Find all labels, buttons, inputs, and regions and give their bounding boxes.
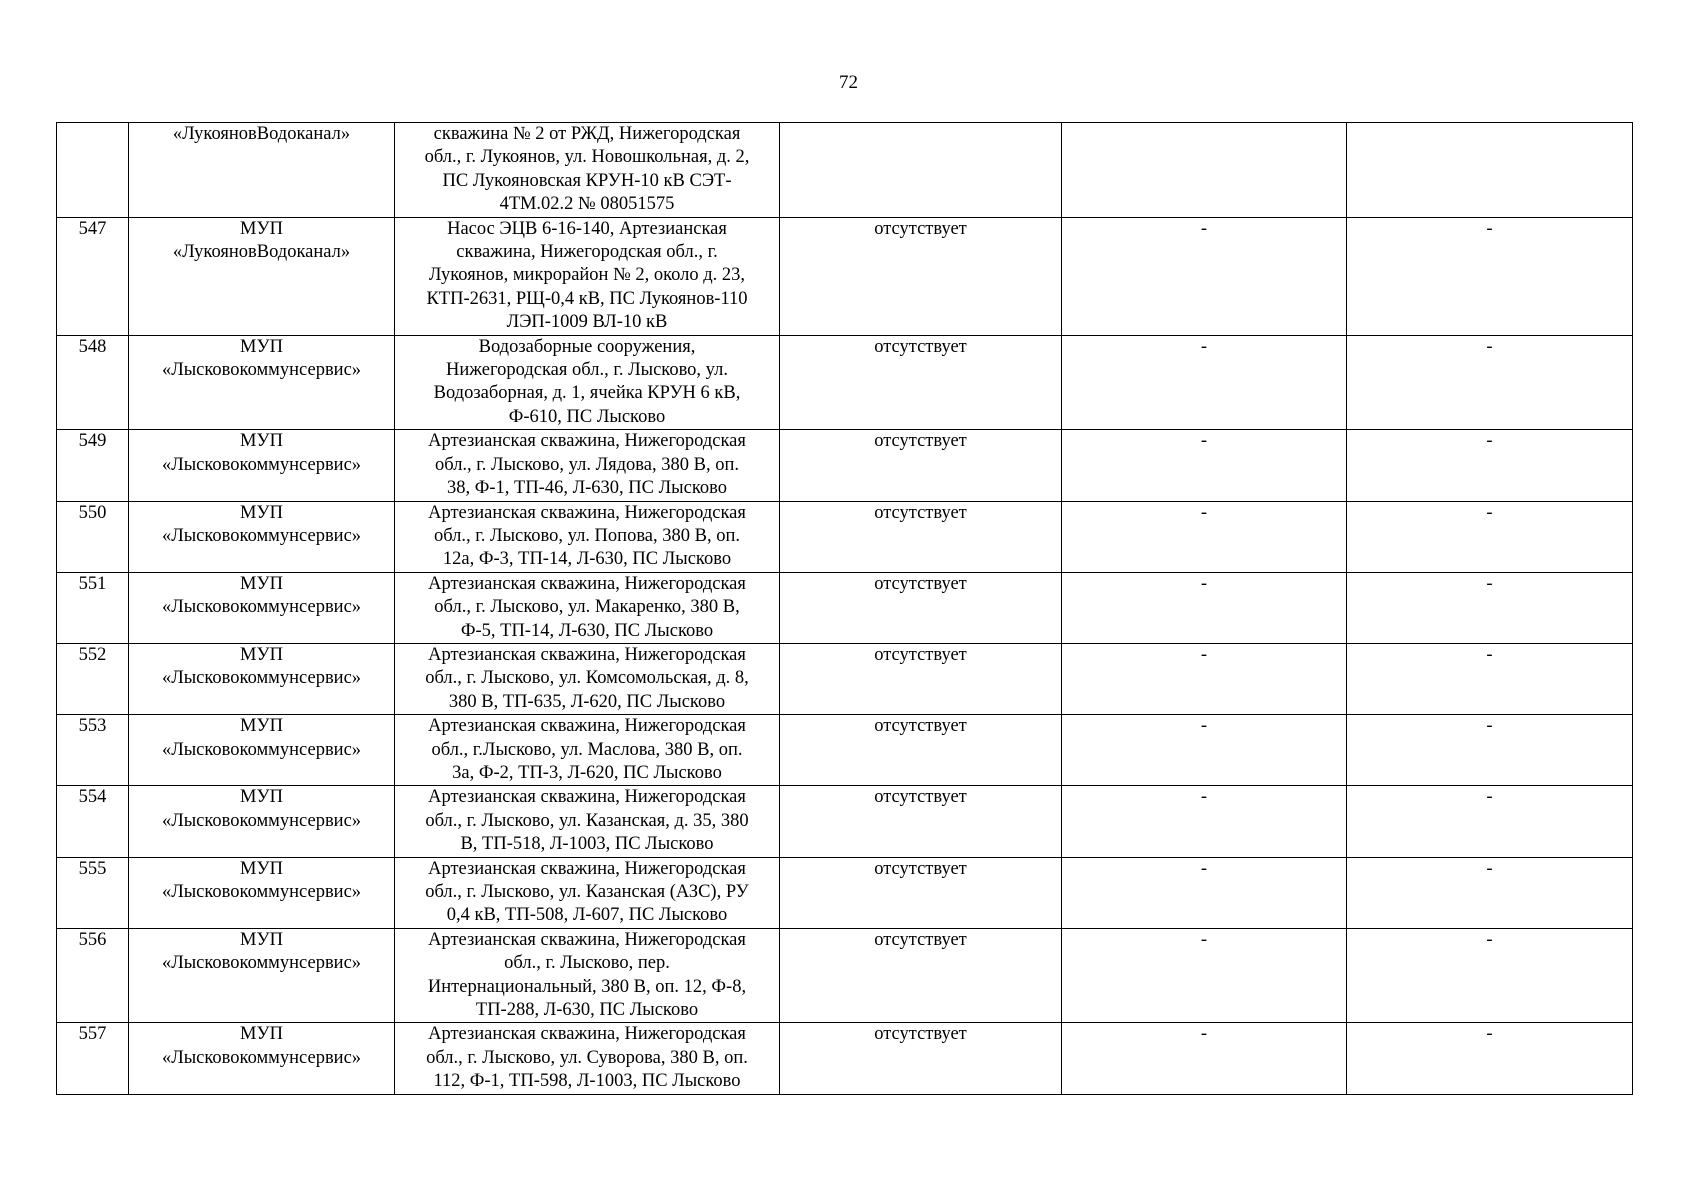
column-6-cell: - xyxy=(1347,715,1633,786)
object-cell-line: обл., г. Лысково, ул. Казанская (АЗС), РУ xyxy=(425,882,749,902)
row-number-cell: 550 xyxy=(57,501,129,572)
column-5-cell: - xyxy=(1062,572,1347,643)
object-cell-line: Артезианская скважина, Нижегородская xyxy=(428,858,746,879)
organization-cell-line: МУП xyxy=(240,431,283,452)
object-cell-line: обл., г. Лысково, ул. Макаренко, 380 В, xyxy=(434,597,740,618)
object-cell-line: Артезианская скважина, Нижегородская xyxy=(428,644,746,665)
row-number-cell: 549 xyxy=(57,430,129,501)
object-cell xyxy=(395,123,780,218)
status-cell: отсутствует xyxy=(780,715,1062,786)
row-number-cell: 555 xyxy=(57,857,129,928)
table-row xyxy=(57,1023,1633,1094)
object-cell-line: обл., г. Лысково, ул. Суворова, 380 В, оп. xyxy=(426,1047,748,1068)
table-row xyxy=(57,786,1633,857)
column-5-cell: - xyxy=(1062,501,1347,572)
organization-cell-line: МУП xyxy=(240,644,283,665)
column-5-cell: - xyxy=(1062,643,1347,714)
row-number-cell: 553 xyxy=(57,715,129,786)
organization-cell-line: «Лысковокоммунсервис» xyxy=(161,525,362,546)
column-6-cell: - xyxy=(1347,335,1633,430)
row-number-cell: 551 xyxy=(57,572,129,643)
object-cell-line: Нижегородская обл., г. Лысково, ул. xyxy=(446,360,728,381)
organization-cell-line: «Лысковокоммунсервис» xyxy=(161,810,362,831)
organization-cell-line: МУП xyxy=(240,787,283,808)
object-cell-line: Артезианская скважина, Нижегородская xyxy=(428,929,746,950)
table-row xyxy=(57,572,1633,643)
object-cell-line: Лукоянов, микрорайон № 2, около д. 23, xyxy=(428,265,746,286)
organization-cell-line: «Лысковокоммунсервис» xyxy=(161,597,362,618)
object-cell-line: Артезианская скважина, Нижегородская xyxy=(428,716,746,737)
row-number-cell: 556 xyxy=(57,928,129,1023)
organization-cell-line: «Лысковокоммунсервис» xyxy=(161,454,362,475)
object-cell-line: ПС Лукояновская КРУН-10 кВ СЭТ- xyxy=(442,170,732,191)
status-cell: отсутствует xyxy=(780,335,1062,430)
table-row xyxy=(57,643,1633,714)
object-cell-line: Артезианская скважина, Нижегородская xyxy=(428,502,746,523)
column-5-cell xyxy=(1062,123,1347,218)
organization-cell xyxy=(129,715,395,786)
object-cell-line: обл., г. Лукоянов, ул. Новошкольная, д. 2, xyxy=(424,147,750,168)
organization-cell-line: МУП xyxy=(240,1024,283,1045)
organization-cell xyxy=(129,501,395,572)
column-5-cell: - xyxy=(1062,715,1347,786)
column-6-cell xyxy=(1347,123,1633,218)
column-6-cell: - xyxy=(1347,928,1633,1023)
object-cell-line: 38, Ф-1, ТП-46, Л-630, ПС Лысково xyxy=(447,478,727,499)
organization-cell-line: МУП xyxy=(240,858,283,879)
column-6-cell: - xyxy=(1347,857,1633,928)
organization-cell xyxy=(129,430,395,501)
object-cell xyxy=(395,572,780,643)
object-cell-line: КТП-2631, РЩ-0,4 кВ, ПС Лукоянов-110 xyxy=(426,288,748,309)
status-cell: отсутствует xyxy=(780,217,1062,335)
column-5-cell: - xyxy=(1062,217,1347,335)
object-cell-line: Интернациональный, 380 В, оп. 12, Ф-8, xyxy=(427,976,747,997)
table-row xyxy=(57,430,1633,501)
table-row xyxy=(57,857,1633,928)
table-row xyxy=(57,928,1633,1023)
organization-cell xyxy=(129,928,395,1023)
row-number-cell xyxy=(57,123,129,218)
object-cell-line: Ф-610, ПС Лысково xyxy=(508,406,666,427)
status-cell: отсутствует xyxy=(780,430,1062,501)
column-6-cell: - xyxy=(1347,643,1633,714)
object-cell-line: обл., г. Лысково, ул. Комсомольская, д. 8, xyxy=(425,668,749,689)
organization-cell xyxy=(129,857,395,928)
row-number-cell: 557 xyxy=(57,1023,129,1094)
organization-cell xyxy=(129,123,395,218)
row-number-cell: 548 xyxy=(57,335,129,430)
organization-cell-line: МУП xyxy=(240,336,283,357)
column-6-cell: - xyxy=(1347,572,1633,643)
object-cell-line: Артезианская скважина, Нижегородская xyxy=(428,787,746,808)
organization-cell-line: «ЛукояновВодоканал» xyxy=(172,242,351,263)
object-cell-line: обл., г.Лысково, ул. Маслова, 380 В, оп. xyxy=(431,739,743,760)
status-cell: отсутствует xyxy=(780,786,1062,857)
column-6-cell: - xyxy=(1347,217,1633,335)
column-6-cell: - xyxy=(1347,1023,1633,1094)
object-cell xyxy=(395,857,780,928)
organization-cell xyxy=(129,572,395,643)
status-cell: отсутствует xyxy=(780,501,1062,572)
object-cell-line: Водозаборные сооружения, xyxy=(478,336,696,357)
page-number: 72 xyxy=(839,72,858,93)
organization-cell xyxy=(129,1023,395,1094)
object-cell xyxy=(395,217,780,335)
object-cell-line: обл., г. Лысково, ул. Лядова, 380 В, оп. xyxy=(435,454,739,475)
object-cell-line: 12а, Ф-3, ТП-14, Л-630, ПС Лысково xyxy=(442,549,732,570)
organization-cell-line: «Лысковокоммунсервис» xyxy=(161,360,362,381)
object-cell-line: В, ТП-518, Л-1003, ПС Лысково xyxy=(460,834,714,855)
object-cell-line: Артезианская скважина, Нижегородская xyxy=(428,431,746,452)
row-number-cell: 547 xyxy=(57,217,129,335)
table-row xyxy=(57,501,1633,572)
column-5-cell: - xyxy=(1062,335,1347,430)
organization-cell-line: «Лысковокоммунсервис» xyxy=(161,953,362,974)
object-cell xyxy=(395,643,780,714)
table-row xyxy=(57,123,1633,218)
object-cell xyxy=(395,430,780,501)
organization-cell xyxy=(129,335,395,430)
object-cell-line: 0,4 кВ, ТП-508, Л-607, ПС Лысково xyxy=(446,905,728,926)
object-cell xyxy=(395,335,780,430)
object-cell-line: 112, Ф-1, ТП-598, Л-1003, ПС Лысково xyxy=(433,1071,741,1092)
status-cell: отсутствует xyxy=(780,1023,1062,1094)
object-cell xyxy=(395,786,780,857)
table-body xyxy=(57,123,1633,1095)
status-cell: отсутствует xyxy=(780,857,1062,928)
object-cell xyxy=(395,501,780,572)
organization-cell-line: МУП xyxy=(240,218,283,239)
column-6-cell: - xyxy=(1347,501,1633,572)
column-6-cell: - xyxy=(1347,430,1633,501)
column-5-cell: - xyxy=(1062,1023,1347,1094)
status-cell xyxy=(780,123,1062,218)
row-number-cell: 552 xyxy=(57,643,129,714)
status-cell: отсутствует xyxy=(780,928,1062,1023)
organization-cell xyxy=(129,786,395,857)
object-cell-line: 380 В, ТП-635, Л-620, ПС Лысково xyxy=(448,691,726,712)
data-table xyxy=(56,122,1633,1095)
object-cell-line: обл., г. Лысково, пер. xyxy=(504,953,670,974)
status-cell: отсутствует xyxy=(780,643,1062,714)
organization-cell-line: МУП xyxy=(240,502,283,523)
object-cell xyxy=(395,1023,780,1094)
column-5-cell: - xyxy=(1062,786,1347,857)
organization-cell-line: МУП xyxy=(240,716,283,737)
object-cell xyxy=(395,715,780,786)
object-cell-line: 4ТМ.02.2 № 08051575 xyxy=(499,194,675,215)
object-cell-line: скважина № 2 от РЖД, Нижегородская xyxy=(433,124,741,144)
row-number-cell: 554 xyxy=(57,786,129,857)
column-6-cell: - xyxy=(1347,786,1633,857)
column-5-cell: - xyxy=(1062,857,1347,928)
organization-cell xyxy=(129,643,395,714)
table-row xyxy=(57,335,1633,430)
organization-cell-line: «ЛукояновВодоканал» xyxy=(172,124,351,144)
object-cell-line: 3а, Ф-2, ТП-3, Л-620, ПС Лысково xyxy=(452,762,722,783)
object-cell xyxy=(395,928,780,1023)
organization-cell-line: МУП xyxy=(240,573,283,594)
status-cell: отсутствует xyxy=(780,572,1062,643)
object-cell-line: Насос ЭЦВ 6-16-140, Артезианская xyxy=(447,218,727,239)
object-cell-line: обл., г. Лысково, ул. Попова, 380 В, оп. xyxy=(433,525,741,546)
organization-cell-line: «Лысковокоммунсервис» xyxy=(161,882,362,902)
organization-cell-line: «Лысковокоммунсервис» xyxy=(161,1047,362,1068)
object-cell-line: ЛЭП-1009 ВЛ-10 кВ xyxy=(506,312,668,333)
object-cell-line: Артезианская скважина, Нижегородская xyxy=(428,1024,746,1045)
organization-cell-line: МУП xyxy=(240,929,283,950)
object-cell-line: ТП-288, Л-630, ПС Лысково xyxy=(475,1000,699,1021)
object-cell-line: Водозаборная, д. 1, ячейка КРУН 6 кВ, xyxy=(433,383,741,404)
table-row xyxy=(57,715,1633,786)
object-cell-line: Ф-5, ТП-14, Л-630, ПС Лысково xyxy=(460,620,714,641)
table-row xyxy=(57,217,1633,335)
organization-cell xyxy=(129,217,395,335)
column-5-cell: - xyxy=(1062,928,1347,1023)
object-cell-line: Артезианская скважина, Нижегородская xyxy=(428,573,746,594)
column-5-cell: - xyxy=(1062,430,1347,501)
organization-cell-line: «Лысковокоммунсервис» xyxy=(161,739,362,760)
object-cell-line: скважина, Нижегородская обл., г. xyxy=(456,242,718,263)
organization-cell-line: «Лысковокоммунсервис» xyxy=(161,668,362,689)
object-cell-line: обл., г. Лысково, ул. Казанская, д. 35, 380 xyxy=(425,810,749,831)
